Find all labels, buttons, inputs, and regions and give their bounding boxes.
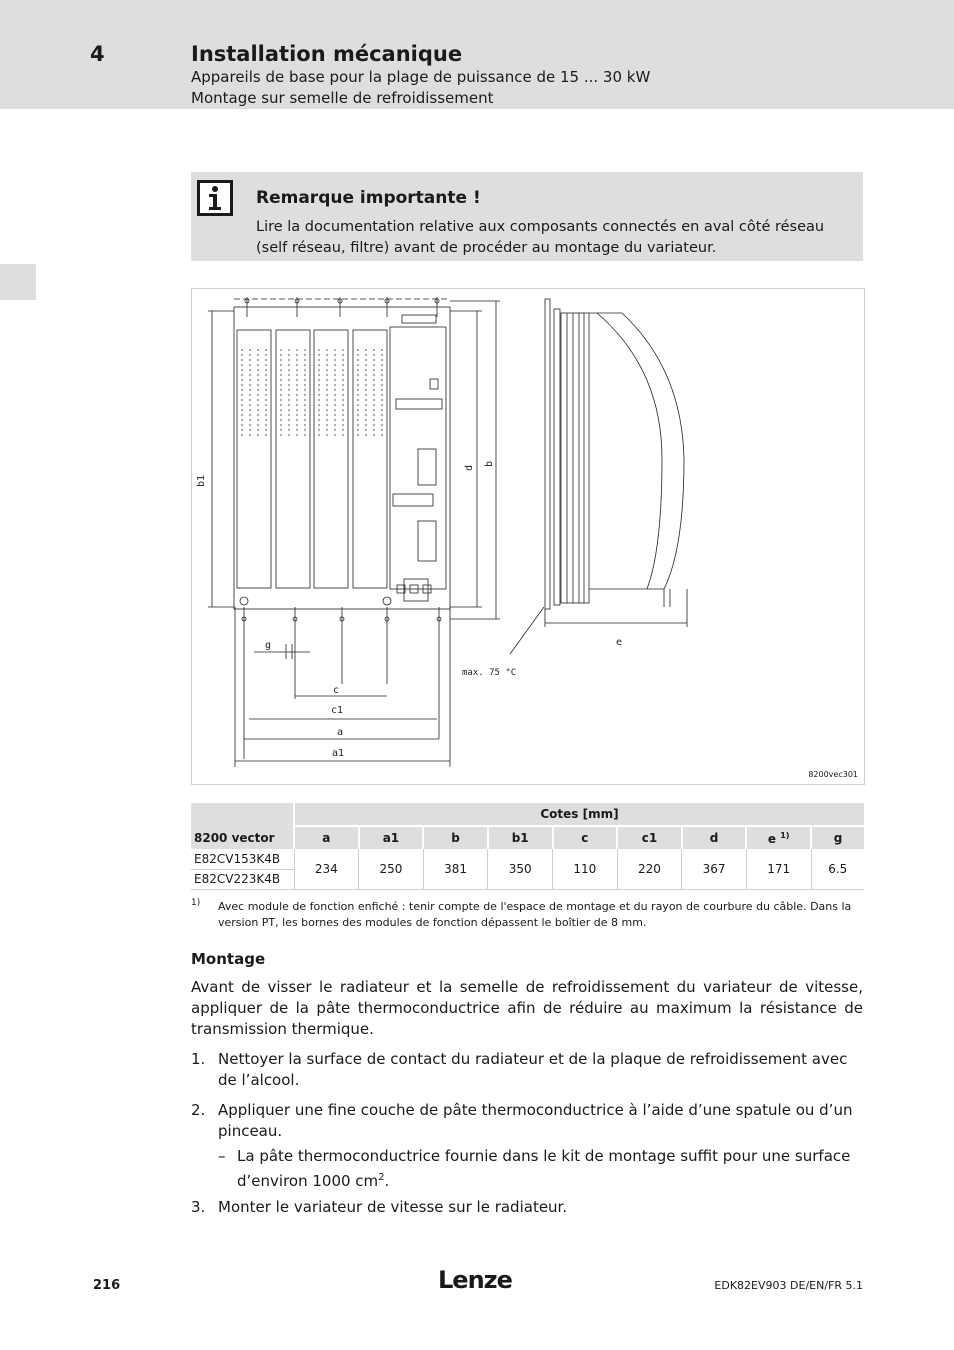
document-id: EDK82EV903 DE/EN/FR 5.1 <box>714 1279 863 1292</box>
table-row <box>191 849 864 869</box>
step-2-number: 2. <box>191 1101 206 1119</box>
subtitle-1: Appareils de base pour la plage de puissance de 15 ... 30 kW <box>191 68 651 86</box>
note-text: Lire la documentation relative aux composants connectés en aval côté réseau (self réseau, filtre) avant de procéder au montage du variateur. <box>256 219 825 256</box>
sub-note-end: . <box>384 1172 390 1190</box>
value-c1: 220 <box>617 849 682 889</box>
footnote-mark: 1) <box>191 898 201 908</box>
figure-code: 8200vec301 <box>808 770 858 779</box>
sub-note-text: La pâte thermoconductrice fournie dans le kit de montage suffit pour une surface d’environ 1000 cm <box>237 1147 851 1190</box>
value-c: 110 <box>553 849 618 889</box>
step-3-text: Monter le variateur de vitesse sur le radiateur. <box>218 1198 568 1216</box>
step-1-number: 1. <box>191 1050 206 1068</box>
sub-note-sup: 2 <box>378 1172 385 1183</box>
label-e: e <box>616 637 623 648</box>
col-header-e <box>746 826 811 849</box>
footnote-text: Avec module de fonction enfiché : tenir compte de l'espace de montage et du rayon de courbure du câble. Dans la version PT, les bornes des modules de fonction dépassent le boîtier de 8 mm. <box>218 900 852 929</box>
col-header-c: c <box>553 826 618 849</box>
value-d: 367 <box>682 849 747 889</box>
col-header-e-sup: 1) <box>780 830 790 840</box>
col-header-b: b <box>423 826 488 849</box>
intro-paragraph: Avant de visser le radiateur et la semelle de refroidissement du variateur de vitesse, appliquer de la pâte thermoconductrice afin de réduire au maximum la résistance de transmission thermique. <box>191 978 863 1038</box>
model-header: 8200 vector <box>191 803 294 849</box>
step-2-text: Appliquer une fine couche de pâte thermoconductrice à l’aide d’une spatule ou d’un pinceau. <box>218 1101 853 1140</box>
label-c1: c1 <box>331 705 344 716</box>
page-number: 216 <box>93 1278 121 1293</box>
value-g: 6.5 <box>811 849 864 889</box>
note-title: Remarque importante ! <box>256 188 481 208</box>
dimension-drawing <box>191 288 865 785</box>
sub-note <box>237 1146 863 1192</box>
label-max-temp: max. 75 °C <box>462 668 517 678</box>
col-header-d: d <box>682 826 747 849</box>
lenze-logo: Lenze <box>438 1266 512 1294</box>
col-header-b1: b1 <box>488 826 553 849</box>
chapter-number: 4 <box>90 42 105 66</box>
label-a1: a1 <box>332 748 345 759</box>
value-e: 171 <box>746 849 811 889</box>
subtitle-2: Montage sur semelle de refroidissement <box>191 89 494 107</box>
value-a1: 250 <box>359 849 424 889</box>
step-1-text: Nettoyer la surface de contact du radiateur et de la plaque de refroidissement avec de l’alcool. <box>218 1050 848 1089</box>
value-b1: 350 <box>488 849 553 889</box>
col-header-e-label: e <box>767 831 777 846</box>
side-tab <box>0 264 36 300</box>
model-name: E82CV223K4B <box>191 869 294 889</box>
value-a: 234 <box>294 849 359 889</box>
label-b: b <box>484 460 495 467</box>
dimensions-table <box>191 803 864 890</box>
value-b: 381 <box>423 849 488 889</box>
label-d: d <box>464 464 475 471</box>
step-3-number: 3. <box>191 1198 206 1216</box>
sub-note-dash: – <box>218 1147 226 1165</box>
col-header-g: g <box>811 826 864 849</box>
label-a: a <box>337 727 344 738</box>
model-name: E82CV153K4B <box>191 849 294 869</box>
col-header-a: a <box>294 826 359 849</box>
col-header-a1: a1 <box>359 826 424 849</box>
info-icon <box>197 180 233 216</box>
col-header-c1: c1 <box>617 826 682 849</box>
chapter-title: Installation mécanique <box>191 42 463 66</box>
label-c: c <box>333 685 340 696</box>
cotes-header: Cotes [mm] <box>294 803 864 826</box>
section-title: Montage <box>191 950 266 968</box>
label-b1: b1 <box>196 474 207 487</box>
label-g: g <box>265 640 272 651</box>
